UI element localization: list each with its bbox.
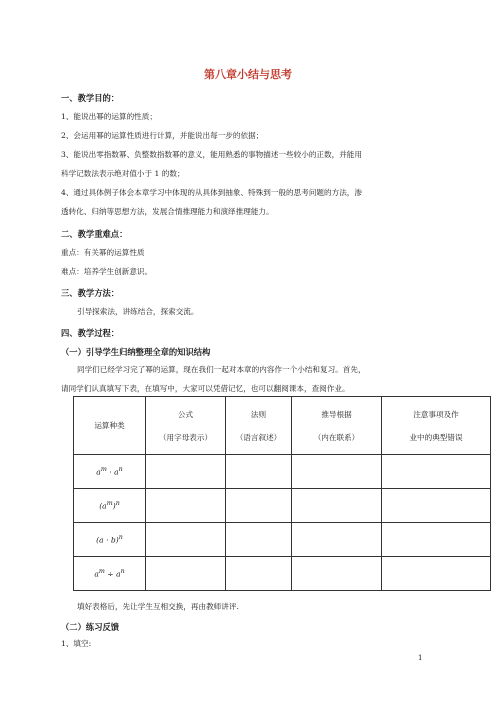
table-cell-blank[interactable] bbox=[382, 523, 491, 557]
difficulty-item: 难点：培养学生创新意识。 bbox=[61, 267, 153, 276]
table-row bbox=[74, 523, 491, 557]
table-header-cell: 法则 （语言叙述） bbox=[226, 397, 292, 455]
table-cell-blank[interactable] bbox=[226, 455, 292, 489]
table-cell-blank[interactable] bbox=[382, 489, 491, 523]
table-cell-blank[interactable] bbox=[226, 489, 292, 523]
document-title: 第八章小结与思考 bbox=[204, 68, 292, 81]
formula-cell: $(a^m)^n$ bbox=[74, 489, 146, 523]
section-heading-process: 四、教学过程： bbox=[61, 328, 120, 338]
table-cell-blank[interactable] bbox=[292, 489, 382, 523]
table-header-cell: 运算种类 bbox=[74, 397, 146, 455]
formula-cell: $(a \cdot b)^n$ bbox=[74, 523, 146, 557]
objective-item-continued: 科学记数法表示绝对值小于 1 的数； bbox=[61, 169, 185, 178]
table-header-row bbox=[74, 397, 491, 455]
table-header-cell: 公式 （用字母表示） bbox=[146, 397, 226, 455]
paragraph-line: 同学们已经学习完了幂的运算，现在我们一起对本章的内容作一个小结和复习。首先， bbox=[77, 365, 366, 374]
paragraph-line: 请同学们认真填写下表，在填写中，大家可以凭借记忆，也可以翻阅课本，查阅作业。 bbox=[61, 384, 350, 393]
table-cell-blank[interactable] bbox=[146, 523, 226, 557]
exercise-label: 1、填空: bbox=[61, 639, 92, 648]
table-cell-blank[interactable] bbox=[146, 557, 226, 591]
subsection-heading: （二）练习反馈 bbox=[61, 622, 120, 632]
objective-item-continued: 透转化、归纳等思想方法，发展合情推理能力和演绎推理能力。 bbox=[61, 207, 274, 216]
objective-item: 4、通过具体例子体会本章学习中体现的从具体到抽象、特殊到一般的思考问题的方法，渗 bbox=[61, 188, 362, 197]
table-header-cell: 推导根据 （内在联系） bbox=[292, 397, 382, 455]
after-table-note: 填好表格后，先让学生互相交换，再由教师讲评. bbox=[77, 602, 239, 611]
subsection-heading: （一）引导学生归纳整理全章的知识结构 bbox=[61, 347, 211, 357]
table-cell-blank[interactable] bbox=[146, 489, 226, 523]
table-cell-blank[interactable] bbox=[226, 557, 292, 591]
table-cell-blank[interactable] bbox=[292, 523, 382, 557]
section-heading-objectives: 一、教学目的： bbox=[61, 93, 120, 103]
section-heading-methods: 三、教学方法： bbox=[61, 288, 120, 298]
objective-item: 3、能说出零指数幂、负整数指数幂的意义，能用熟悉的事物描述一些较小的正数，并能用 bbox=[61, 150, 362, 159]
table-cell-blank[interactable] bbox=[292, 557, 382, 591]
table-cell-blank[interactable] bbox=[382, 455, 491, 489]
table-cell-blank[interactable] bbox=[226, 523, 292, 557]
key-point-item: 重点：有关幂的运算性质 bbox=[61, 248, 145, 257]
objective-item: 1、能说出幂的运算的性质； bbox=[61, 112, 157, 121]
table-row bbox=[74, 455, 491, 489]
formula-cell: $a^m \div a^n$ bbox=[74, 557, 146, 591]
table-cell-blank[interactable] bbox=[146, 455, 226, 489]
section-heading-key-points: 二、教学重难点： bbox=[61, 229, 128, 239]
table-row bbox=[74, 557, 491, 591]
page-number: 1 bbox=[418, 654, 423, 662]
summary-table bbox=[73, 396, 491, 591]
table-row bbox=[74, 489, 491, 523]
formula-cell: $a^m \cdot a^n$ bbox=[74, 455, 146, 489]
method-item: 引导探索法，讲练结合，探索交流。 bbox=[77, 307, 199, 316]
table-header-cell: 注意事项及作 业中的典型错误 bbox=[382, 397, 491, 455]
table-cell-blank[interactable] bbox=[382, 557, 491, 591]
objective-item: 2、会运用幂的运算性质进行计算，并能说出每一步的依据； bbox=[61, 131, 264, 140]
table-cell-blank[interactable] bbox=[292, 455, 382, 489]
